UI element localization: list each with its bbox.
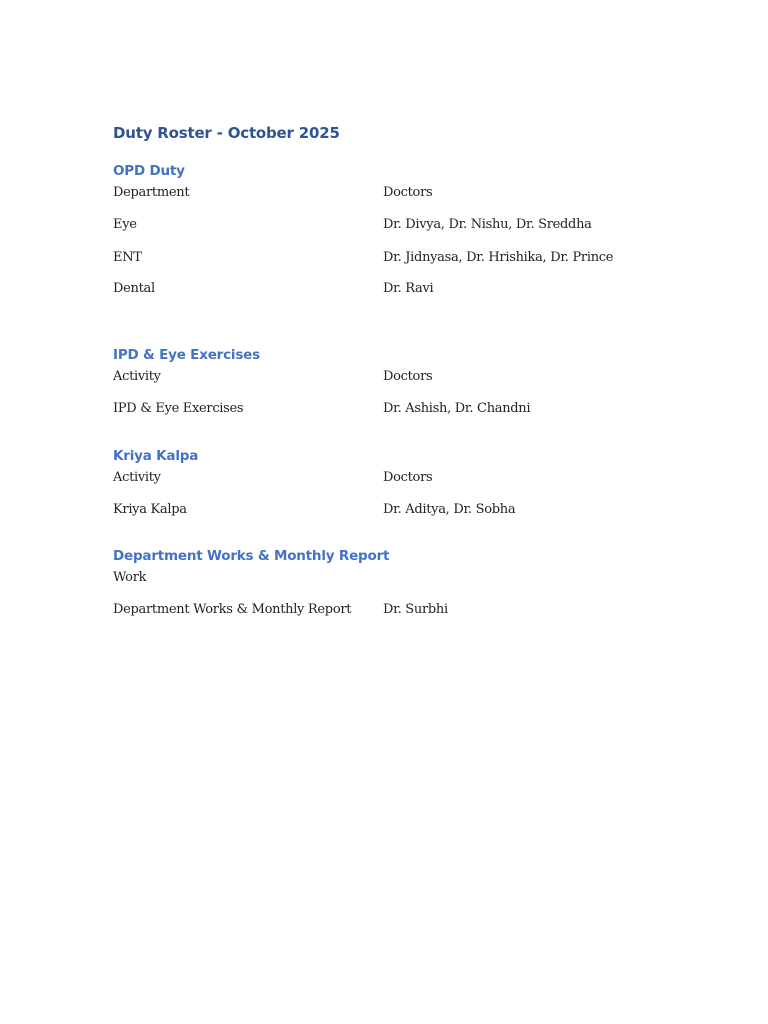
table-header-row bbox=[113, 369, 673, 389]
table-header-row bbox=[113, 185, 673, 205]
section-heading: IPD & Eye Exercises bbox=[113, 347, 260, 363]
activity-cell: IPD & Eye Exercises bbox=[113, 401, 244, 416]
doctors-cell: Dr. Surbhi bbox=[383, 602, 448, 617]
section-heading: Kriya Kalpa bbox=[113, 448, 199, 464]
department-cell: ENT bbox=[113, 250, 142, 265]
table-row bbox=[113, 401, 673, 421]
work-cell: Department Works & Monthly Report bbox=[113, 602, 352, 617]
doctors-cell: Dr. Jidnyasa, Dr. Hrishika, Dr. Prince bbox=[383, 250, 614, 265]
column-header-doctors: Doctors bbox=[383, 470, 433, 485]
table-row bbox=[113, 502, 673, 522]
column-header-doctors: Doctors bbox=[383, 369, 433, 384]
section-heading: OPD Duty bbox=[113, 163, 185, 179]
column-header-activity: Activity bbox=[113, 470, 161, 485]
doctors-cell: Dr. Divya, Dr. Nishu, Dr. Sreddha bbox=[383, 217, 592, 232]
column-header-work: Work bbox=[113, 570, 147, 585]
table-header-row bbox=[113, 570, 673, 590]
department-cell: Eye bbox=[113, 217, 137, 232]
table-row bbox=[113, 217, 673, 237]
doctors-cell: Dr. Aditya, Dr. Sobha bbox=[383, 502, 516, 517]
doctors-cell: Dr. Ashish, Dr. Chandni bbox=[383, 401, 531, 416]
department-cell: Dental bbox=[113, 281, 155, 296]
doctors-cell: Dr. Ravi bbox=[383, 281, 434, 296]
column-header-activity: Activity bbox=[113, 369, 161, 384]
table-row bbox=[113, 250, 673, 270]
table-header-row bbox=[113, 470, 673, 490]
section-heading: Department Works & Monthly Report bbox=[113, 548, 390, 564]
table-row bbox=[113, 281, 673, 301]
column-header-doctors: Doctors bbox=[383, 185, 433, 200]
table-row bbox=[113, 602, 673, 622]
activity-cell: Kriya Kalpa bbox=[113, 502, 187, 517]
column-header-department: Department bbox=[113, 185, 190, 200]
page-title: Duty Roster - October 2025 bbox=[113, 124, 340, 142]
